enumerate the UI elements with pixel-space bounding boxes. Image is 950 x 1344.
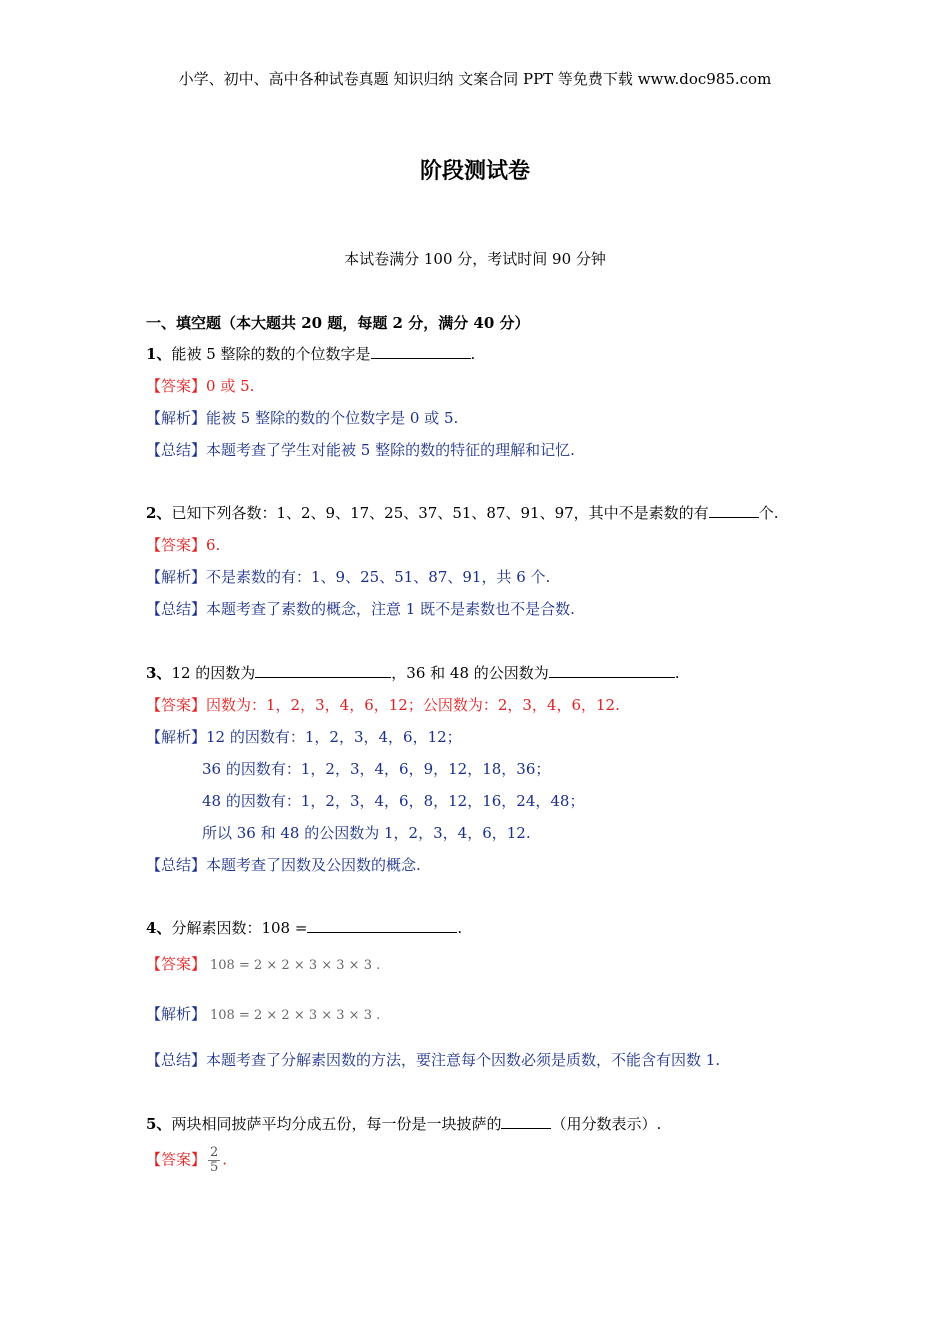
answer-label: 【答案】 xyxy=(146,377,207,395)
answer-blank xyxy=(709,503,759,518)
analysis-label: 【解析】 xyxy=(146,1005,207,1023)
analysis-line: 36 的因数有：1，2，3，4，6，9，12，18，36； xyxy=(202,760,551,778)
fraction-denominator: 5 xyxy=(210,1160,219,1175)
answer-fraction xyxy=(208,1146,220,1175)
question-number: 3、 xyxy=(146,664,172,682)
answer-4 xyxy=(146,954,380,976)
answer-text: 0 或 5. xyxy=(206,377,255,395)
summary-text: 本题考查了因数及公因数的概念. xyxy=(206,856,421,874)
analysis-1 xyxy=(146,408,458,428)
analysis-text: 不是素数的有：1、9、25、51、87、91，共 6 个. xyxy=(206,568,551,586)
question-text: 分解素因数：108 = xyxy=(171,919,308,937)
question-number: 2、 xyxy=(146,504,172,522)
answer-blank xyxy=(549,663,675,678)
question-2: 2、已知下列各数：1、2、9、17、25、37、51、87、91、97，其中不是素数的有 个. xyxy=(146,504,779,522)
question-5: 5、两块相同披萨平均分成五份，每一份是一块披萨的 （用分数表示）. xyxy=(146,1115,662,1133)
answer-formula: 108 = 2 × 2 × 3 × 3 × 3 . xyxy=(210,958,381,973)
exam-info: 本试卷满分 100 分，考试时间 90 分钟 xyxy=(344,250,606,268)
summary-1 xyxy=(146,440,575,460)
analysis-line: 12 的因数有：1，2，3，4，6，12； xyxy=(206,728,462,746)
answer-blank xyxy=(501,1114,551,1129)
summary-4 xyxy=(146,1050,720,1070)
summary-label: 【总结】 xyxy=(146,856,207,874)
analysis-line: 48 的因数有：1，2，3，4，6，8，12，16，24，48； xyxy=(202,792,585,810)
answer-label: 【答案】 xyxy=(146,536,207,554)
fraction-numerator: 2 xyxy=(210,1145,219,1160)
question-4: 4、分解素因数：108 = . xyxy=(146,919,463,937)
question-number: 4、 xyxy=(146,919,172,937)
answer-text: 6. xyxy=(206,536,221,554)
page-title: 阶段测试卷 xyxy=(419,158,530,184)
answer-2 xyxy=(146,535,220,555)
summary-label: 【总结】 xyxy=(146,600,207,618)
question-number: 5、 xyxy=(146,1115,172,1133)
answer-label: 【答案】 xyxy=(146,1150,207,1169)
question-3: 3、12 的因数为 ，36 和 48 的公因数为 . xyxy=(146,664,680,682)
analysis-2 xyxy=(146,567,550,587)
analysis-3 xyxy=(146,727,462,747)
answer-label: 【答案】 xyxy=(146,955,207,973)
question-number: 1、 xyxy=(146,345,172,363)
summary-text: 本题考查了分解素因数的方法，要注意每个因数必须是质数，不能含有因数 1. xyxy=(206,1051,721,1069)
analysis-4 xyxy=(146,1004,380,1026)
answer-blank xyxy=(307,918,457,933)
analysis-line: 所以 36 和 48 的公因数为 1，2，3，4，6，12. xyxy=(202,824,531,842)
question-text: 两块相同披萨平均分成五份，每一份是一块披萨的 xyxy=(171,1115,502,1133)
summary-text: 本题考查了学生对能被 5 整除的数的特征的理解和记忆. xyxy=(206,441,575,459)
answer-blank xyxy=(255,663,391,678)
answer-text: 因数为：1，2，3，4，6，12；公因数为：2，3，4，6，12. xyxy=(206,696,620,714)
page-header: 小学、初中、高中各种试卷真题 知识归纳 文案合同 PPT 等免费下载 www.doc985.com xyxy=(178,70,772,88)
summary-text: 本题考查了素数的概念，注意 1 既不是素数也不是合数. xyxy=(206,600,575,618)
summary-2 xyxy=(146,599,575,619)
question-text: 能被 5 整除的数的个位数字是 xyxy=(171,345,371,363)
question-text: 已知下列各数：1、2、9、17、25、37、51、87、91、97，其中不是素数的有 xyxy=(171,504,709,522)
answer-blank xyxy=(371,344,471,359)
summary-label: 【总结】 xyxy=(146,441,207,459)
answer-3 xyxy=(146,695,620,715)
answer-5: 【答案】 $\frac{2}{5}$ . xyxy=(146,1145,228,1175)
analysis-text: 能被 5 整除的数的个位数字是 0 或 5. xyxy=(206,409,459,427)
analysis-label: 【解析】 xyxy=(146,728,207,746)
question-text: 12 的因数为 xyxy=(171,664,256,682)
analysis-formula: 108 = 2 × 2 × 3 × 3 × 3 . xyxy=(210,1008,381,1023)
summary-label: 【总结】 xyxy=(146,1051,207,1069)
analysis-label: 【解析】 xyxy=(146,568,207,586)
analysis-label: 【解析】 xyxy=(146,409,207,427)
question-1: 1、能被 5 整除的数的个位数字是 . xyxy=(146,345,476,363)
summary-3 xyxy=(146,855,421,875)
answer-label: 【答案】 xyxy=(146,696,207,714)
section-heading: 一、填空题（本大题共 20 题，每题 2 分，满分 40 分） xyxy=(146,314,530,332)
answer-1 xyxy=(146,376,254,396)
